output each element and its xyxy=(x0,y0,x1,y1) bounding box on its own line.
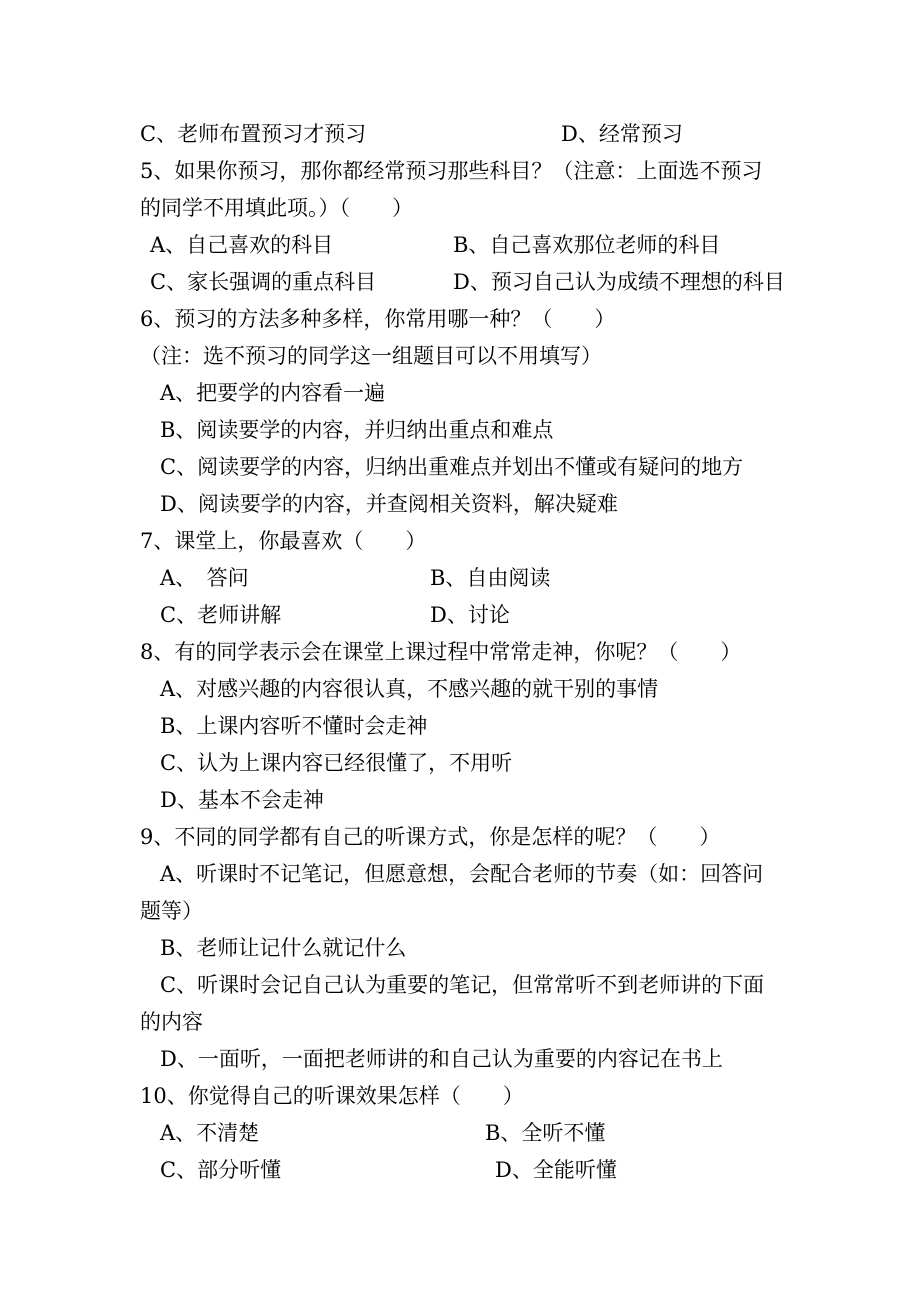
q9-option-c-line1: C、听课时会记自己认为重要的笔记，但常常听不到老师讲的下面 xyxy=(160,973,765,997)
q6-note: （注：选不预习的同学这一组题目可以不用填写） xyxy=(140,344,602,368)
q7-option-b: B、自由阅读 xyxy=(430,566,551,590)
q9-option-a-line1: A、听课时不记笔记，但愿意想，会配合老师的节奏（如：回答问 xyxy=(160,862,764,886)
q4-option-c: C、老师布置预习才预习 xyxy=(140,122,367,146)
q4-option-d: D、经常预习 xyxy=(561,122,683,146)
q5-option-a: A、自己喜欢的科目 xyxy=(150,233,334,257)
q10-option-b: B、全听不懂 xyxy=(485,1121,606,1145)
q5-question-line2: 的同学不用填此项。）（ ） xyxy=(140,196,413,220)
q9-question: 9、不同的同学都有自己的听课方式，你是怎样的呢？（ ） xyxy=(140,825,721,849)
q9-option-d: D、一面听，一面把老师讲的和自己认为重要的内容记在书上 xyxy=(160,1047,723,1071)
q9-option-c-line2: 的内容 xyxy=(140,1010,203,1034)
q6-question: 6、预习的方法多种多样，你常用哪一种？（ ） xyxy=(140,307,616,331)
q8-question: 8、有的同学表示会在课堂上课过程中常常走神，你呢？（ ） xyxy=(140,640,742,664)
q8-option-d: D、基本不会走神 xyxy=(160,788,324,812)
q9-option-a-line2: 题等） xyxy=(140,899,203,923)
q5-question-line1: 5、如果你预习，那你都经常预习那些科目？（注意：上面选不预习 xyxy=(140,159,763,183)
q10-question: 10、你觉得自己的听课效果怎样（ ） xyxy=(140,1084,524,1108)
q6-option-a: A、把要学的内容看一遍 xyxy=(160,381,386,405)
q7-option-c: C、老师讲解 xyxy=(160,603,282,627)
q9-option-b: B、老师让记什么就记什么 xyxy=(160,936,407,960)
q7-option-d: D、讨论 xyxy=(430,603,510,627)
q7-option-a: A、 答问 xyxy=(160,566,249,590)
q10-option-a: A、不清楚 xyxy=(160,1121,260,1145)
q8-option-c: C、认为上课内容已经很懂了，不用听 xyxy=(160,751,513,775)
q6-option-d: D、阅读要学的内容，并查阅相关资料，解决疑难 xyxy=(160,492,618,516)
q8-option-b: B、上课内容听不懂时会走神 xyxy=(160,714,428,738)
q6-option-b: B、阅读要学的内容，并归纳出重点和难点 xyxy=(160,418,554,442)
q5-option-d: D、预习自己认为成绩不理想的科目 xyxy=(453,270,785,294)
q8-option-a: A、对感兴趣的内容很认真，不感兴趣的就干别的事情 xyxy=(160,677,659,701)
q10-option-d: D、全能听懂 xyxy=(495,1158,617,1182)
q6-option-c: C、阅读要学的内容，归纳出重难点并划出不懂或有疑问的地方 xyxy=(160,455,744,479)
q5-option-c: C、家长强调的重点科目 xyxy=(150,270,377,294)
q10-option-c: C、部分听懂 xyxy=(160,1158,282,1182)
q7-question: 7、课堂上，你最喜欢（ ） xyxy=(140,529,427,553)
q5-option-b: B、自己喜欢那位老师的科目 xyxy=(453,233,721,257)
